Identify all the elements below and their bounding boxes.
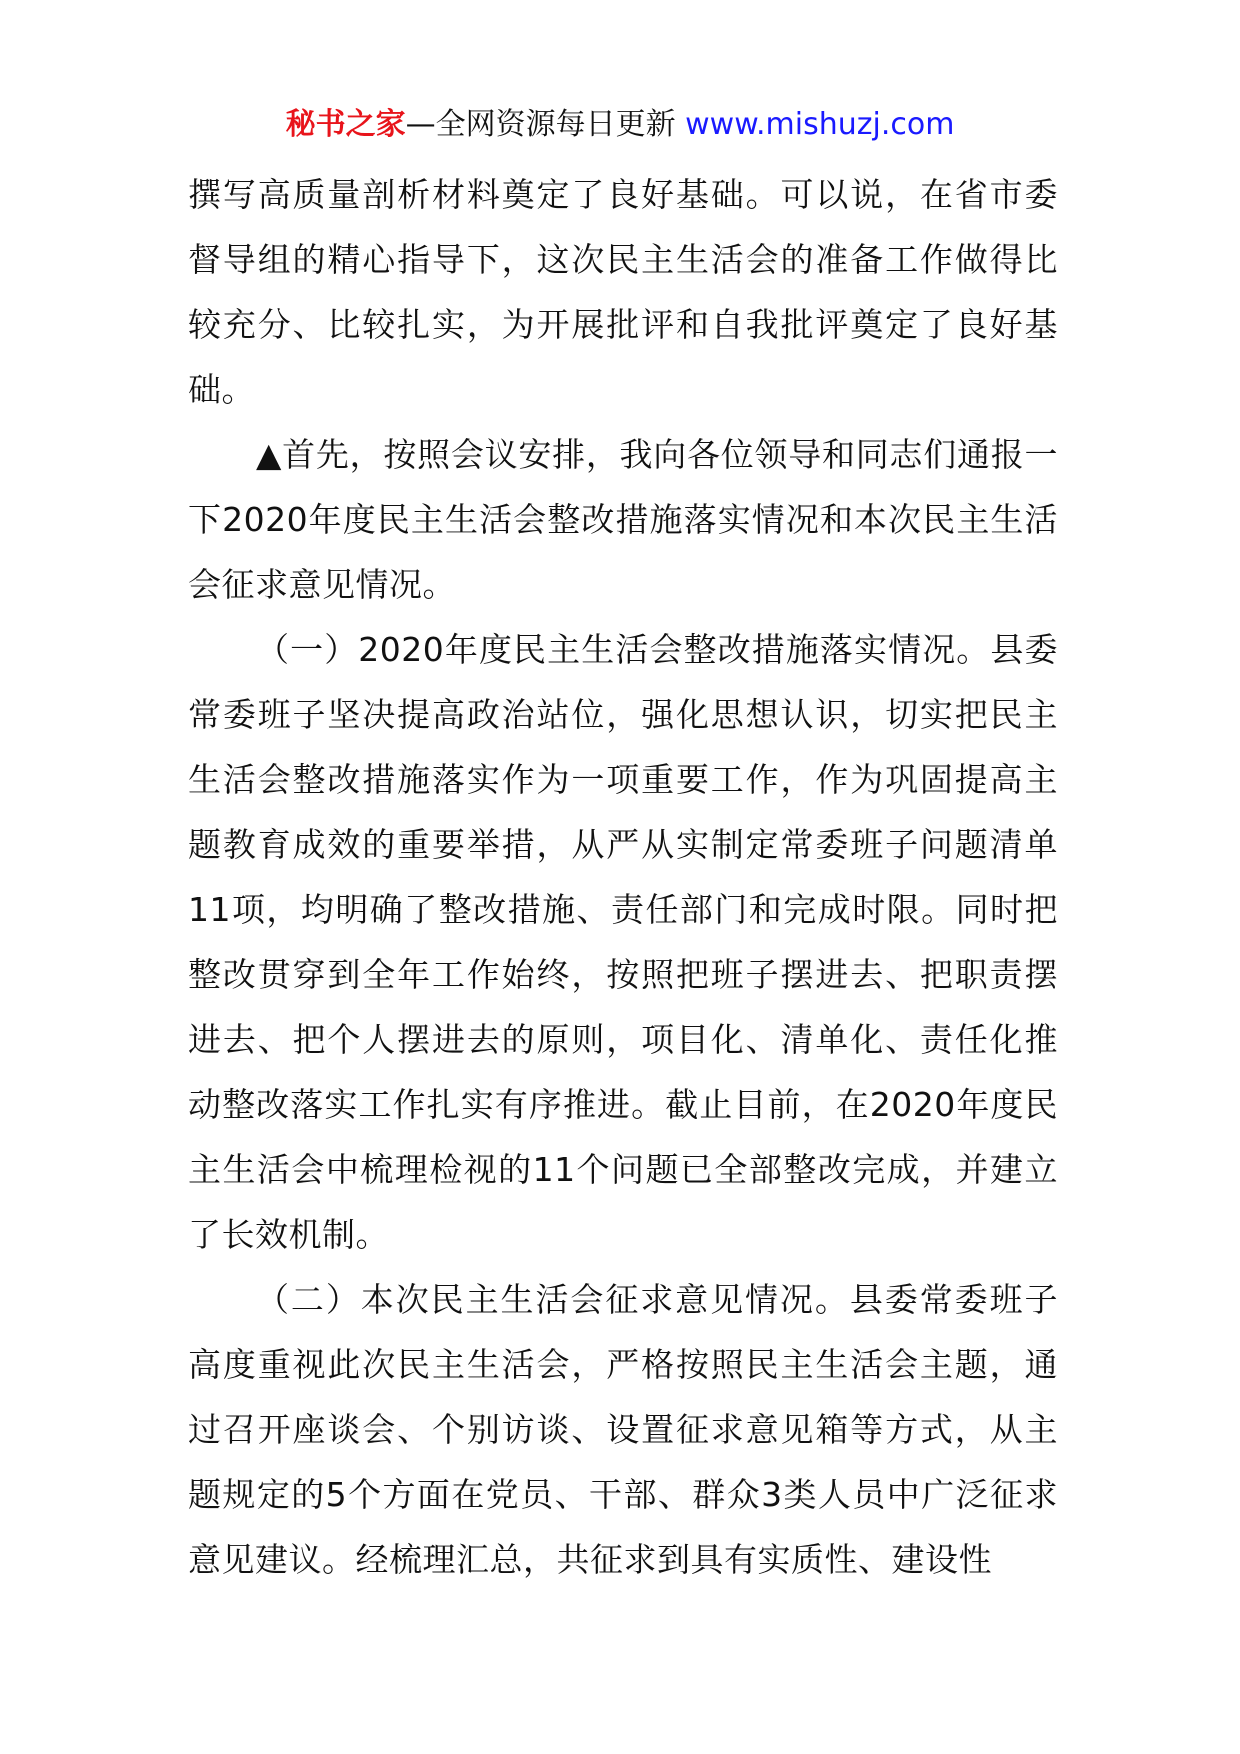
page-header [0,100,1240,150]
header-brand: 秘书之家 [285,107,406,142]
header-tagline: —全网资源每日更新 [405,107,686,142]
paragraph-section-1: （一）2020年度民主生活会整改措施落实情况。县委常委班子坚决提高政治站位，强化思想认识，切实把民主生活会整改措施落实作为一项重要工作，作为巩固提高主题教育成效的重要举措，从严从实制定常委班子问题清单11项，均明确了整改措施、责任部门和完成时限。同时把整改贯穿到全年工作始终，按照把班子摆进去、把职责摆进去、把个人摆进去的原则，项目化、清单化、责任化推动整改落实工作扎实有序推进。截止目前，在2020年度民主生活会中梳理检视的11个问题已全部整改完成，并建立了长效机制。 [188,630,1058,1254]
document-body [188,162,1058,1592]
paragraph-intro: ▲首先，按照会议安排，我向各位领导和同志们通报一下2020年度民主生活会整改措施落实情况和本次民主生活会征求意见情况。 [188,435,1058,604]
header-site-link[interactable]: www.mishuzj.com [685,107,955,142]
paragraph-section-2: （二）本次民主生活会征求意见情况。县委常委班子高度重视此次民主生活会，严格按照民主生活会主题，通过召开座谈会、个别访谈、设置征求意见箱等方式，从主题规定的5个方面在党员、干部、群众3类人员中广泛征求意见建议。经梳理汇总，共征求到具有实质性、建设性 [188,1280,1058,1579]
paragraph-continuation: 撰写高质量剖析材料奠定了良好基础。可以说，在省市委督导组的精心指导下，这次民主生活会的准备工作做得比较充分、比较扎实，为开展批评和自我批评奠定了良好基础。 [188,175,1058,409]
